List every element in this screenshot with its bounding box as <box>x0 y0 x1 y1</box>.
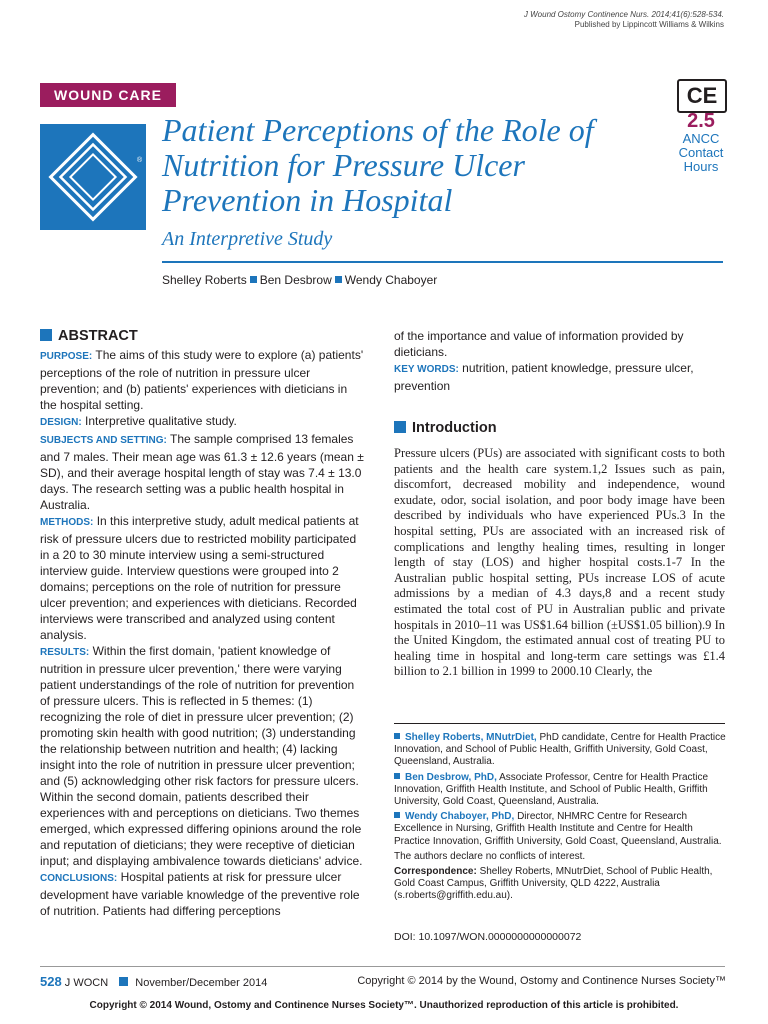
author-name: Ben Desbrow <box>259 273 332 287</box>
title-divider <box>162 261 723 263</box>
author-footnotes <box>394 732 728 906</box>
footnote-divider <box>394 723 725 724</box>
abstract-design: DESIGN: Interpretive qualitative study. <box>40 414 237 428</box>
footnote-correspondence: Correspondence: Shelley Roberts, MNutrDiet, School of Public Health, Gold Coast Campus, Griffith University, QLD 4222, Australia (s.roberts@griffith.edu.au). <box>394 866 713 902</box>
author-name: Shelley Roberts <box>162 273 247 287</box>
section-tag: WOUND CARE <box>40 83 176 107</box>
footer-square-icon <box>119 977 128 986</box>
abstract-continued <box>394 328 725 394</box>
issue-date: November/December 2014 <box>135 977 268 989</box>
introduction-heading: Introduction <box>394 420 725 436</box>
separator-square-icon <box>250 276 257 283</box>
footnote-author: Wendy Chaboyer, PhD, Director, NHMRC Centre for Research Excellence in Nursing, Griffith Health Institute and Centre for Health Practice Innovation, Griffith University, Gold Coast, Queensland, Australia. <box>394 811 722 847</box>
ce-label-line: ANCC <box>682 131 720 146</box>
abstract-column <box>40 328 366 919</box>
footnote-conflicts: The authors declare no conflicts of interest. <box>394 850 586 862</box>
right-column <box>394 328 725 680</box>
abstract-subjects: SUBJECTS AND SETTING: The sample comprised 13 females and 7 males. Their mean age was 61.3 ± 12.6 years (mean ± SD), and their average hospital length of stay was 7.4 ± 13.0 days. The research setting was a public health hospital in Australia. <box>40 432 364 512</box>
doi: DOI: 10.1097/WON.0000000000000072 <box>394 931 582 943</box>
registered-mark: ® <box>137 157 143 164</box>
article-subtitle: An Interpretive Study <box>162 228 333 250</box>
abstract-results: RESULTS: Within the first domain, 'patient knowledge of nutrition in pressure ulcer prevention,' there were varying patient understandings of the role of nutrition for prevention of pressure ulcers. This is reflected in 5 themes: (1) recognizing the role of diet in pressure ulcer prevention; (2) promoting skin health with good nutrition; (3) understanding the relationship between nutrition and health; (4) lacking insight into the role of nutrition in pressure ulcer prevention; and (5) acknowledging other risk factors for pressure ulcers. Within the second domain, patients described their experiences with and perceptions on dieticians. Two themes emerged, which expressed differing opinions around the role and reputation of dieticians; they were receptive of dietician input; and displaying ambivalence towards dieticians' advice. <box>40 644 363 868</box>
ce-label-line: Contact <box>678 145 724 160</box>
journal-abbrev: J WOCN <box>64 977 109 989</box>
journal-citation: J Wound Ostomy Continence Nurs. 2014;41(6):528-534. <box>523 10 724 19</box>
reproduction-notice: Copyright © 2014 Wound, Ostomy and Continence Nurses Society™. Unauthorized reproduction of this article is prohibited. <box>89 1000 679 1011</box>
publisher-line: Published by Lippincott Williams & Wilkins <box>574 20 724 29</box>
footer-divider <box>40 966 725 967</box>
bullet-square-icon <box>394 733 400 739</box>
conclusions-continued: of the importance and value of information provided by dieticians. <box>394 329 684 359</box>
introduction-text: Pressure ulcers (PUs) are associated with significant costs to both patients and the health care system.1,2 Issues such as pain, discomfort, decreased mobility and independence, wound exudate, odor, social isolation, and poor body image have been described by individuals who have experienced PUs.3 In the hospital setting, PUs are associated with an increased risk of complications and lengthy healing times, resulting in longer length of stay (LOS) and higher hospital costs.1-7 In the Australian public hospital setting, PUs increase LOS of acute admissions by a median of 4.3 days,8 and a recent study estimated the total cost of PU in Australian public and private hospitals in 2010–11 was US$1.64 billion (±US$1.05 billion).9 In the United Kingdom, the estimated annual cost of treating PU to healing time in hospital and long-term care settings was £1.4 billion to 2.1 billion in 1999 to 2000.10 Clearly, the <box>394 446 725 679</box>
abstract-methods: METHODS: In this interpretive study, adult medical patients at risk of pressure ulcers due to restricted mobility participated in a 20 to 30 minute interview using a semi-structured interview guide. Interview questions were grouped into 2 domains; perceptions on the role of nutrition for pressure ulcer prevention; and experiences with dieticians. Recorded interviews were transcribed and analyzed using content analysis. <box>40 514 359 642</box>
heading-square-icon <box>394 421 406 433</box>
journal-logo <box>40 124 146 230</box>
footer-copyright: Copyright © 2014 by the Wound, Ostomy and Continence Nurses Society™ <box>357 975 726 987</box>
ce-hours-label <box>668 132 734 174</box>
bullet-square-icon <box>394 812 400 818</box>
ce-label-line: Hours <box>683 159 719 174</box>
footnote-author: Ben Desbrow, PhD, Associate Professor, Centre for Health Practice Innovation, Griffith Health Institute, and School of Public Health, Griffith University, Gold Coast, Queensland, Australia. <box>394 771 709 808</box>
separator-square-icon <box>335 276 342 283</box>
abstract-heading: ABSTRACT <box>40 328 366 344</box>
bullet-square-icon <box>394 773 400 779</box>
diamond-logo-icon <box>40 124 146 230</box>
article-title: Patient Perceptions of the Role of Nutrition for Pressure Ulcer Prevention in Hospital <box>162 112 594 218</box>
page-number: 528 <box>40 974 62 989</box>
author-list <box>162 273 437 287</box>
abstract-conclusions: CONCLUSIONS: Hospital patients at risk for pressure ulcer development have variable knowledge of the preventive role of nutrition. Patients had differing perceptions <box>40 870 360 918</box>
abstract-keywords: KEY WORDS: nutrition, patient knowledge, pressure ulcer, prevention <box>394 361 694 393</box>
journal-reference <box>524 10 724 30</box>
footnote-author: Shelley Roberts, MNutrDiet, PhD candidate, Centre for Health Practice Innovation, and School of Public Health, Griffith University, Gold Coast, Queensland, Australia. <box>394 732 726 768</box>
heading-square-icon <box>40 329 52 341</box>
abstract-purpose: PURPOSE: The aims of this study were to explore (a) patients' perceptions of the role of nutrition in pressure ulcer prevention; and (b) patients' experiences with dieticians in the hospital setting. <box>40 348 364 412</box>
ce-badge: CE <box>677 79 727 113</box>
author-name: Wendy Chaboyer <box>344 273 438 287</box>
ce-hours-value: 2.5 <box>687 110 715 132</box>
